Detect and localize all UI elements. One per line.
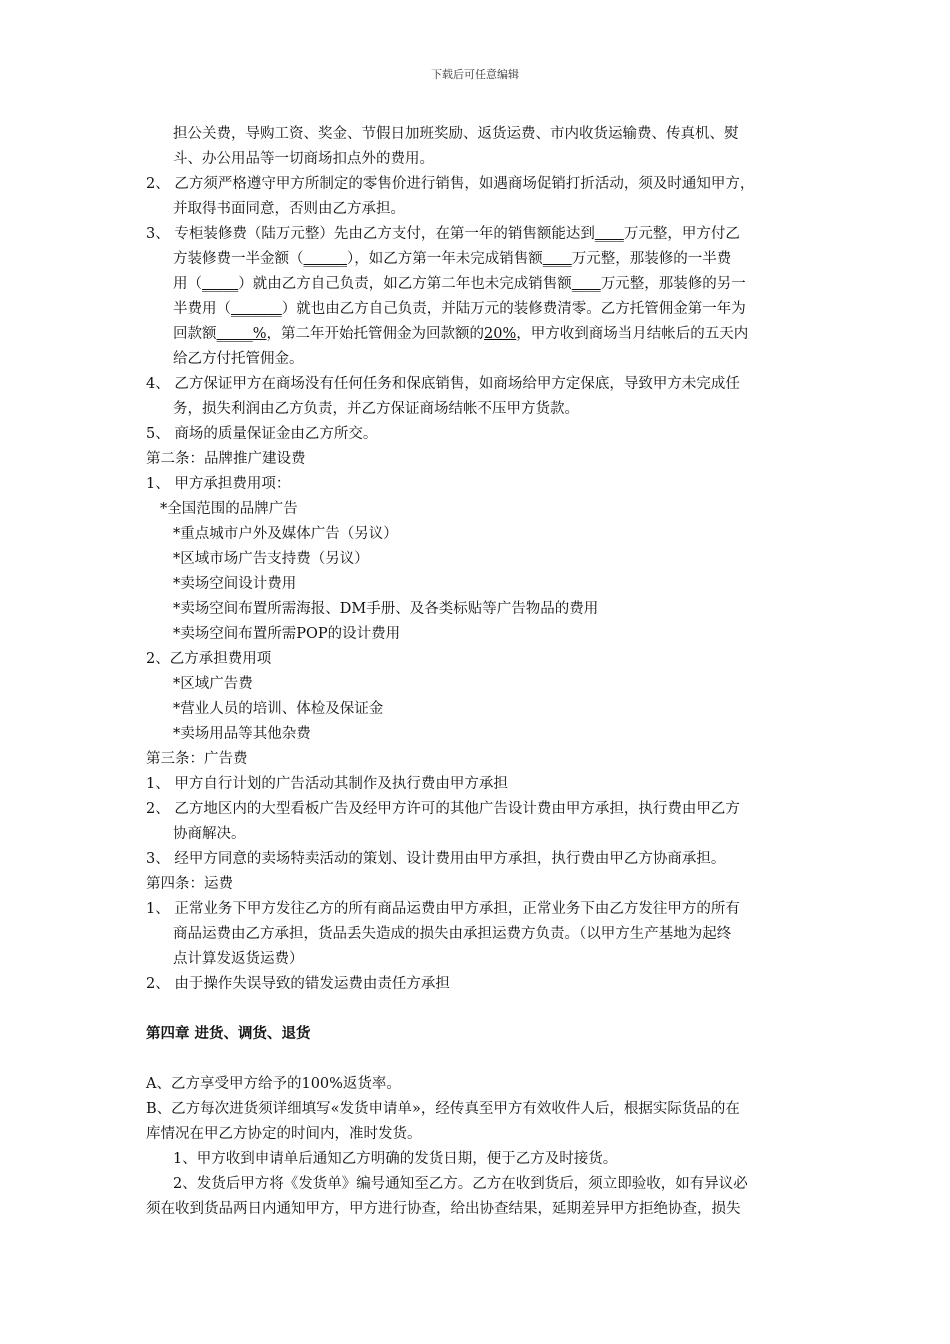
text-line: [173, 274, 746, 294]
blank-field: ____: [594, 226, 624, 242]
text-segment: 回款额: [173, 326, 217, 342]
text-segment: 2、 由于操作失误导致的错发运费由责任方承担: [146, 976, 450, 992]
text-segment: 点计算发返货运费）: [173, 951, 304, 967]
text-segment: 半费用（: [173, 301, 231, 317]
text-segment: 万元整，甲方付乙: [623, 226, 740, 242]
blank-field: 20%: [484, 326, 517, 342]
text-line: [146, 974, 450, 994]
text-line: [173, 399, 579, 419]
blank-field: _______: [231, 301, 282, 317]
text-line: [173, 524, 398, 544]
blank-field: ____: [571, 276, 601, 292]
text-segment: *卖场空间布置所需POP的设计费用: [173, 626, 401, 642]
text-segment: 4、 乙方保证甲方在商场没有任何任务和保底销售，如商场给甲方定保底，导致甲方未完成任: [146, 376, 740, 392]
text-line: [173, 574, 296, 594]
text-segment: *全国范围的品牌广告: [160, 501, 298, 517]
text-segment: 库情况在甲乙方协定的时间内，准时发货。: [146, 1126, 422, 1142]
text-segment: 第二条：品牌推广建设费: [146, 451, 306, 467]
text-segment: 第四条：运费: [146, 876, 233, 892]
text-line: [146, 1199, 741, 1219]
text-segment: *区域市场广告支持费（另议）: [173, 551, 369, 567]
text-segment: 1、 正常业务下甲方发往乙方的所有商品运费由甲方承担，正常业务下由乙方发往甲方的所有: [146, 901, 740, 917]
text-line: [173, 324, 748, 344]
text-segment: 1、甲方收到申请单后通知乙方明确的发货日期，便于乙方及时接货。: [173, 1151, 618, 1167]
blank-field: _____%: [216, 326, 267, 342]
text-line: [146, 424, 377, 444]
blank-field: ______: [303, 251, 347, 267]
text-segment: 万元整，那装修的另一: [600, 276, 746, 292]
text-line: [173, 924, 731, 944]
text-line: [146, 374, 740, 394]
text-segment: B、乙方每次进货须详细填写«发货申请单»，经传真至甲方有效收件人后，根据实际货品的在: [146, 1101, 740, 1117]
text-line: [173, 599, 598, 619]
text-line: [146, 849, 725, 869]
text-segment: *营业人员的培训、体检及保证金: [173, 701, 384, 717]
text-line: [173, 699, 383, 719]
text-line: [173, 1174, 748, 1194]
text-line: [173, 949, 304, 969]
text-line: [146, 799, 740, 819]
text-segment: 担公关费，导购工资、奖金、节假日加班奖励、返货运费、市内收货运输费、传真机、熨: [173, 126, 739, 142]
text-segment: 给乙方付托管佣金。: [173, 351, 304, 367]
text-line: [173, 824, 246, 844]
text-line: [146, 899, 740, 919]
text-segment: 1、 甲方自行计划的广告活动其制作及执行费由甲方承担: [146, 776, 508, 792]
text-segment: 须在收到货品两日内通知甲方，甲方进行协查，给出协查结果，延期差异甲方拒绝协查，损失: [146, 1201, 741, 1217]
text-line: [146, 649, 271, 669]
text-segment: 2、发货后甲方将《发货单》编号通知至乙方。乙方在收到货后，须立即验收，如有异议必: [173, 1176, 748, 1192]
text-segment: 3、 经甲方同意的卖场特卖活动的策划、设计费用由甲方承担，执行费由甲乙方协商承担。: [146, 851, 726, 867]
text-line: [173, 124, 739, 144]
text-segment: 第四章 进货、调货、退货: [146, 1025, 311, 1042]
text-segment: ，第二年开始托管佣金为回款额的: [266, 326, 485, 342]
text-segment: 方装修费一半金额（: [173, 251, 304, 267]
text-segment: *卖场空间设计费用: [173, 576, 297, 592]
text-segment: 1、 甲方承担费用项：: [146, 476, 291, 492]
text-segment: 2、 乙方须严格遵守甲方所制定的零售价进行销售，如遇商场促销打折活动，须及时通知甲方，: [146, 176, 755, 192]
text-line: [146, 1074, 401, 1094]
text-segment: ）就由乙方自己负责，如乙方第二年也未完成销售额: [238, 276, 572, 292]
text-segment: *重点城市户外及媒体广告（另议）: [173, 526, 398, 542]
text-line: [173, 724, 311, 744]
text-line: [146, 449, 306, 469]
text-segment: 万元整，那装修的一半费: [571, 251, 732, 267]
blank-field: _____: [202, 276, 239, 292]
text-line: [160, 499, 298, 519]
text-line: [146, 174, 754, 194]
text-line: [146, 749, 248, 769]
text-segment: 务，损失利润由乙方负责，并乙方保证商场结帐不压甲方货款。: [173, 401, 579, 417]
blank-field: ____: [542, 251, 572, 267]
text-segment: 用（: [173, 276, 202, 292]
text-line: [146, 1099, 740, 1119]
text-line: [173, 1149, 617, 1169]
text-segment: 商品运费由乙方承担，货品丢失造成的损失由承担运费方负责。（以甲方生产基地为起终: [173, 926, 732, 942]
text-line: [173, 349, 304, 369]
text-segment: 5、 商场的质量保证金由乙方所交。: [146, 426, 378, 442]
text-line: [173, 249, 731, 269]
text-line: [173, 624, 400, 644]
text-segment: 斗、办公用品等一切商场扣点外的费用。: [173, 151, 434, 167]
text-segment: 2、乙方承担费用项: [146, 651, 272, 667]
text-line: [173, 674, 253, 694]
text-line: [146, 224, 740, 244]
text-segment: 2、 乙方地区内的大型看板广告及经甲方许可的其他广告设计费由甲方承担，执行费由甲乙方: [146, 801, 740, 817]
text-line: [173, 549, 369, 569]
text-segment: ，甲方收到商场当月结帐后的五天内: [516, 326, 749, 342]
text-line: [146, 1124, 422, 1144]
page-header: 下载后可任意编辑: [431, 68, 519, 81]
text-line: [173, 299, 746, 319]
text-line: [146, 874, 233, 894]
text-line: [173, 149, 434, 169]
text-segment: 并取得书面同意，否则由乙方承担。: [173, 201, 405, 217]
text-segment: A、乙方享受甲方给予的100%返货率。: [146, 1076, 401, 1092]
text-segment: 协商解决。: [173, 826, 246, 842]
text-segment: *卖场用品等其他杂费: [173, 726, 311, 742]
text-line: [173, 199, 405, 219]
text-segment: 第三条：广告费: [146, 751, 248, 767]
text-segment: *卖场空间布置所需海报、DM手册、及各类标贴等广告物品的费用: [173, 601, 599, 617]
chapter-heading: [146, 1024, 311, 1044]
text-segment: ），如乙方第一年未完成销售额: [347, 251, 543, 267]
text-line: [146, 774, 508, 794]
text-line: [146, 474, 290, 494]
text-segment: *区域广告费: [173, 676, 253, 692]
text-segment: 3、 专柜装修费（陆万元整）先由乙方支付，在第一年的销售额能达到: [146, 226, 595, 242]
text-segment: ）就也由乙方自己负责，并陆万元的装修费清零。乙方托管佣金第一年为: [281, 301, 746, 317]
